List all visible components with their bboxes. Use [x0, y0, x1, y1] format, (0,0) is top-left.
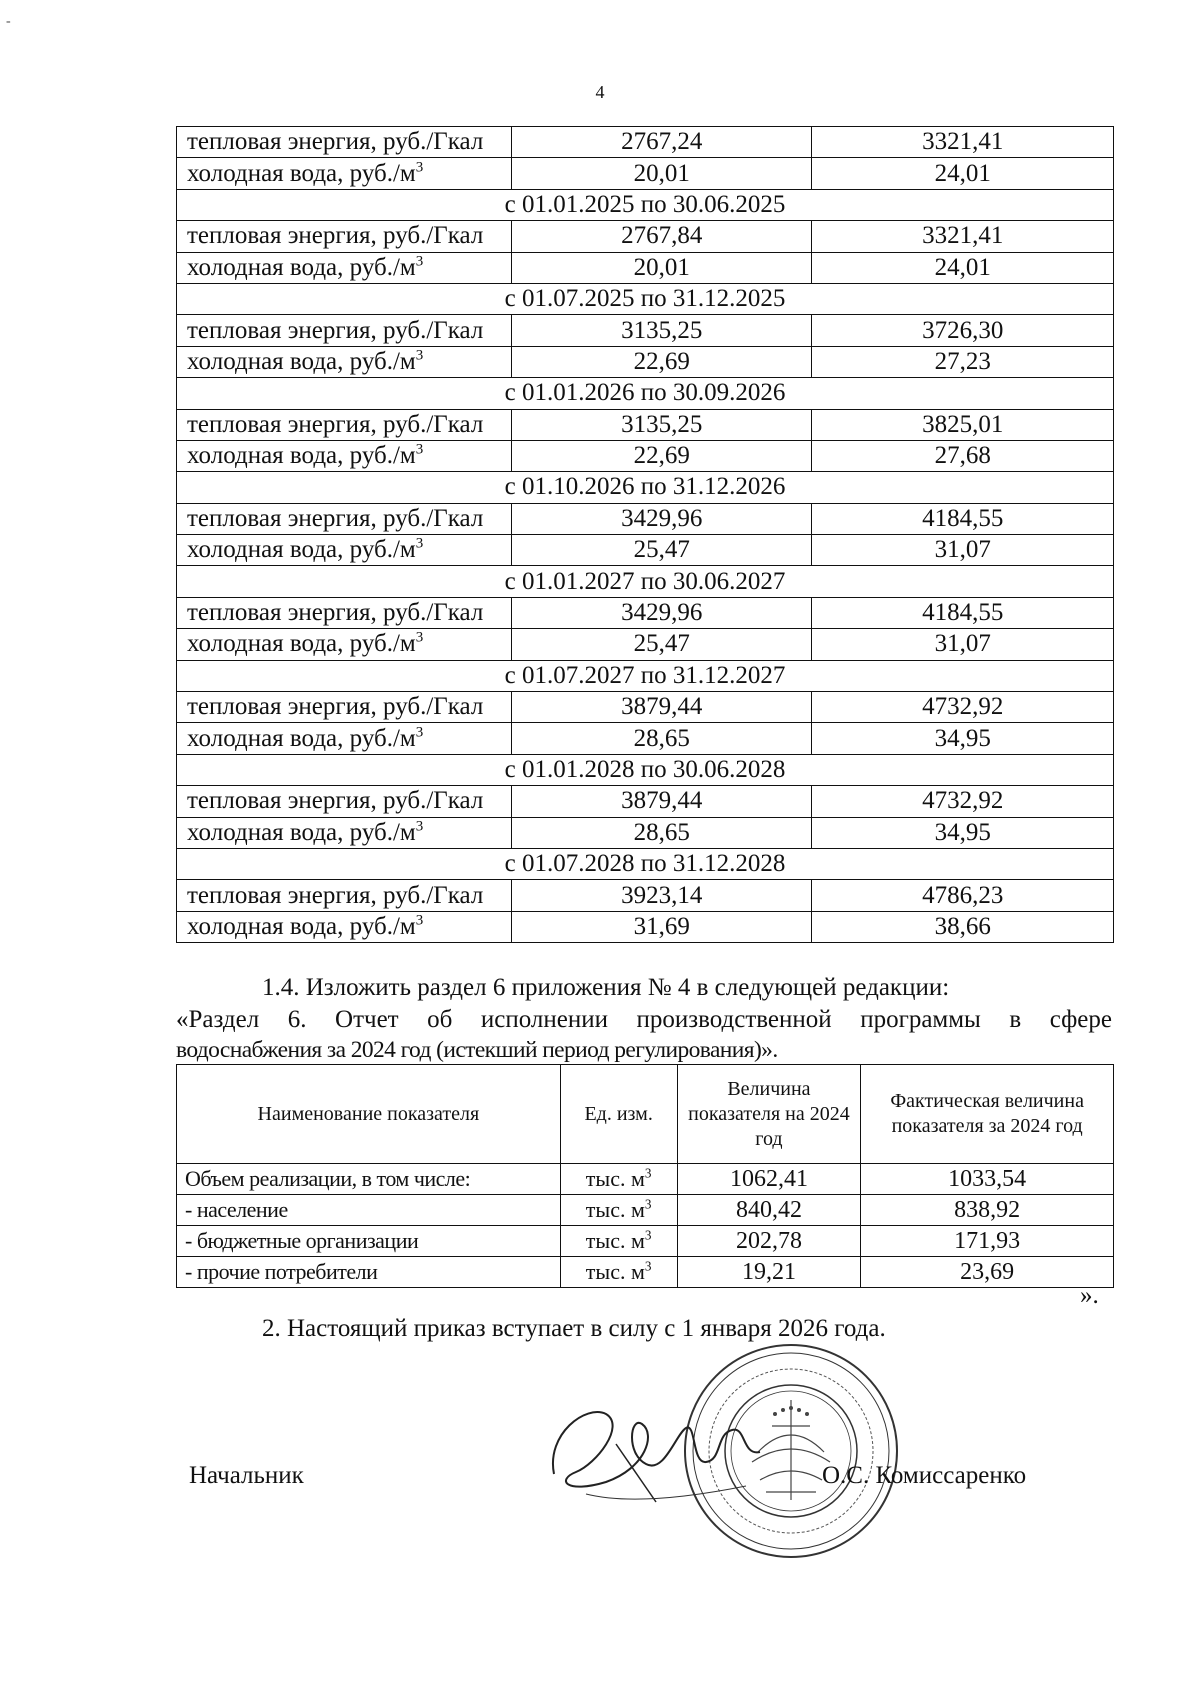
tariff-row: [177, 503, 1114, 534]
tariff-value-2: 4786,23: [812, 880, 1114, 911]
tariff-value-2: 31,07: [812, 629, 1114, 660]
report-unit: [560, 1257, 677, 1288]
tariff-label: [177, 409, 512, 440]
tariff-label: [177, 252, 512, 283]
tariff-period-row: [177, 754, 1114, 785]
tariff-label-text: тепловая энергия, руб./Гкал: [187, 599, 484, 627]
tariff-value-2: 27,68: [812, 440, 1114, 471]
tariff-label: [177, 535, 512, 566]
tariff-label: [177, 817, 512, 848]
tariff-value-1: 3429,96: [511, 503, 812, 534]
period-label: с 01.07.2028 по 31.12.2028: [177, 848, 1114, 879]
unit-exponent: 3: [415, 253, 424, 270]
tariff-label: [177, 503, 512, 534]
period-label: с 01.01.2025 по 30.06.2025: [177, 189, 1114, 220]
report-row: [177, 1257, 1114, 1288]
report-actual: 23,69: [861, 1257, 1114, 1288]
tariff-label-text: тепловая энергия, руб./Гкал: [187, 410, 484, 438]
tariff-value-2: 27,23: [812, 346, 1114, 377]
report-planned: 19,21: [677, 1257, 861, 1288]
tariff-period-row: [177, 378, 1114, 409]
period-label: с 01.01.2027 по 30.06.2027: [177, 566, 1114, 597]
header-unit: Ед. изм.: [560, 1065, 677, 1164]
tariff-label: [177, 880, 512, 911]
tariff-row: [177, 723, 1114, 754]
tariff-row: [177, 252, 1114, 283]
tariff-value-2: 4732,92: [812, 786, 1114, 817]
report-unit-text: тыс. м: [585, 1197, 645, 1222]
report-unit-text: тыс. м: [585, 1259, 645, 1284]
tariff-value-1: 22,69: [511, 346, 812, 377]
tariff-value-1: 3429,96: [511, 597, 812, 628]
tariff-value-2: 4732,92: [812, 692, 1114, 723]
report-header-row: [177, 1065, 1114, 1164]
tariff-value-2: 34,95: [812, 723, 1114, 754]
tariff-period-row: [177, 660, 1114, 691]
tariff-row: [177, 880, 1114, 911]
unit-exponent: 3: [415, 441, 424, 458]
tariff-table: [176, 126, 1114, 943]
tariff-label: [177, 127, 512, 158]
tariff-label-text: холодная вода, руб./м: [187, 818, 416, 846]
unit-exponent: 3: [415, 912, 424, 929]
tariff-label-text: холодная вода, руб./м: [187, 912, 416, 940]
tariff-row: [177, 409, 1114, 440]
paragraph-2: 2. Настоящий приказ вступает в силу с 1 января 2026 года.: [262, 1315, 886, 1342]
tariff-value-1: 20,01: [511, 158, 812, 189]
report-indicator: - население: [177, 1195, 561, 1226]
section-6-title-line1: «Раздел 6. Отчет об исполнении производственной программы в сфере: [176, 1006, 1112, 1033]
period-label: с 01.01.2028 по 30.06.2028: [177, 754, 1114, 785]
tariff-row: [177, 221, 1114, 252]
report-unit-text: тыс. м: [585, 1228, 645, 1253]
tariff-label: [177, 440, 512, 471]
unit-exponent: 3: [415, 347, 424, 364]
tariff-label: [177, 723, 512, 754]
tariff-row: [177, 535, 1114, 566]
unit-exponent: 3: [415, 159, 424, 176]
report-actual: 1033,54: [861, 1164, 1114, 1195]
tariff-label: [177, 315, 512, 346]
tariff-label-text: тепловая энергия, руб./Гкал: [187, 316, 484, 344]
tariff-period-row: [177, 848, 1114, 879]
tariff-value-2: 24,01: [812, 158, 1114, 189]
report-actual: 838,92: [861, 1195, 1114, 1226]
tariff-value-2: 24,01: [812, 252, 1114, 283]
tariff-value-1: 3923,14: [511, 880, 812, 911]
report-row: [177, 1226, 1114, 1257]
tariff-label-text: холодная вода, руб./м: [187, 536, 416, 564]
unit-exponent: 3: [644, 1165, 652, 1181]
tariff-value-1: 31,69: [511, 911, 812, 942]
tariff-label-text: тепловая энергия, руб./Гкал: [187, 222, 484, 250]
page-number: 4: [595, 82, 605, 102]
tariff-label: [177, 597, 512, 628]
tariff-row: [177, 629, 1114, 660]
header-indicator-name: Наименование показателя: [177, 1065, 561, 1164]
report-unit: [560, 1164, 677, 1195]
report-planned: 202,78: [677, 1226, 861, 1257]
scan-mark: -: [6, 14, 11, 29]
tariff-value-2: 31,07: [812, 535, 1114, 566]
period-label: с 01.07.2027 по 31.12.2027: [177, 660, 1114, 691]
tariff-label-text: холодная вода, руб./м: [187, 630, 416, 658]
unit-exponent: 3: [644, 1258, 652, 1274]
report-planned: 840,42: [677, 1195, 861, 1226]
tariff-value-1: 3135,25: [511, 409, 812, 440]
tariff-label-text: холодная вода, руб./м: [187, 724, 416, 752]
tariff-value-1: 20,01: [511, 252, 812, 283]
tariff-label: [177, 786, 512, 817]
report-table: [176, 1064, 1114, 1288]
report-actual: 171,93: [861, 1226, 1114, 1257]
tariff-label-text: тепловая энергия, руб./Гкал: [187, 881, 484, 909]
tariff-table-body: [177, 127, 1114, 943]
tariff-row: [177, 315, 1114, 346]
tariff-label-text: тепловая энергия, руб./Гкал: [187, 128, 484, 156]
report-table-body: [177, 1164, 1114, 1288]
tariff-row: [177, 911, 1114, 942]
report-unit: [560, 1226, 677, 1257]
tariff-label-text: холодная вода, руб./м: [187, 347, 416, 375]
tariff-value-1: 28,65: [511, 817, 812, 848]
header-actual-value: Фактическая величина показателя за 2024 год: [861, 1065, 1114, 1164]
tariff-label: [177, 629, 512, 660]
tariff-row: [177, 440, 1114, 471]
tariff-label-text: холодная вода, руб./м: [187, 159, 416, 187]
tariff-label: [177, 692, 512, 723]
report-indicator: - бюджетные организации: [177, 1226, 561, 1257]
period-label: с 01.07.2025 по 31.12.2025: [177, 283, 1114, 314]
tariff-label: [177, 158, 512, 189]
section-6-title-line2: водоснабжения за 2024 год (истекший период регулирования)».: [176, 1037, 778, 1063]
report-indicator: - прочие потребители: [177, 1257, 561, 1288]
tariff-period-row: [177, 189, 1114, 220]
tariff-row: [177, 597, 1114, 628]
unit-exponent: 3: [415, 724, 424, 741]
unit-exponent: 3: [415, 535, 424, 552]
tariff-period-row: [177, 472, 1114, 503]
tariff-period-row: [177, 566, 1114, 597]
signer-title: Начальник: [189, 1462, 304, 1489]
report-row: [177, 1195, 1114, 1226]
tariff-label-text: холодная вода, руб./м: [187, 253, 416, 281]
tariff-label: [177, 346, 512, 377]
tariff-label-text: тепловая энергия, руб./Гкал: [187, 787, 484, 815]
report-unit: [560, 1195, 677, 1226]
period-label: с 01.10.2026 по 31.12.2026: [177, 472, 1114, 503]
tariff-value-1: 25,47: [511, 629, 812, 660]
period-label: с 01.01.2026 по 30.09.2026: [177, 378, 1114, 409]
paragraph-1-4: 1.4. Изложить раздел 6 приложения № 4 в следующей редакции:: [262, 974, 950, 1001]
tariff-row: [177, 346, 1114, 377]
signature-icon: [546, 1394, 776, 1514]
tariff-row: [177, 127, 1114, 158]
tariff-period-row: [177, 283, 1114, 314]
tariff-value-1: 25,47: [511, 535, 812, 566]
tariff-value-2: 3825,01: [812, 409, 1114, 440]
tariff-label-text: тепловая энергия, руб./Гкал: [187, 693, 484, 721]
tariff-value-1: 22,69: [511, 440, 812, 471]
report-row: [177, 1164, 1114, 1195]
tariff-row: [177, 158, 1114, 189]
tariff-value-2: 4184,55: [812, 503, 1114, 534]
tariff-label: [177, 221, 512, 252]
tariff-value-2: 3321,41: [812, 127, 1114, 158]
tariff-value-1: 3135,25: [511, 315, 812, 346]
closing-quote: ».: [1080, 1282, 1099, 1309]
tariff-value-1: 28,65: [511, 723, 812, 754]
report-indicator: Объем реализации, в том числе:: [177, 1164, 561, 1195]
tariff-value-2: 3321,41: [812, 221, 1114, 252]
unit-exponent: 3: [415, 630, 424, 647]
signer-name: О.С. Комиссаренко: [822, 1462, 1027, 1489]
unit-exponent: 3: [644, 1227, 652, 1243]
header-planned-value: Величина показателя на 2024 год: [677, 1065, 861, 1164]
tariff-value-1: 3879,44: [511, 692, 812, 723]
tariff-row: [177, 786, 1114, 817]
unit-exponent: 3: [415, 818, 424, 835]
tariff-value-1: 2767,84: [511, 221, 812, 252]
tariff-value-2: 38,66: [812, 911, 1114, 942]
tariff-value-2: 3726,30: [812, 315, 1114, 346]
tariff-row: [177, 817, 1114, 848]
tariff-label: [177, 911, 512, 942]
tariff-value-2: 34,95: [812, 817, 1114, 848]
tariff-value-1: 3879,44: [511, 786, 812, 817]
tariff-label-text: тепловая энергия, руб./Гкал: [187, 504, 484, 532]
report-planned: 1062,41: [677, 1164, 861, 1195]
tariff-value-2: 4184,55: [812, 597, 1114, 628]
tariff-value-1: 2767,24: [511, 127, 812, 158]
tariff-label-text: холодная вода, руб./м: [187, 442, 416, 470]
unit-exponent: 3: [644, 1196, 652, 1212]
tariff-row: [177, 692, 1114, 723]
report-unit-text: тыс. м: [585, 1166, 645, 1191]
